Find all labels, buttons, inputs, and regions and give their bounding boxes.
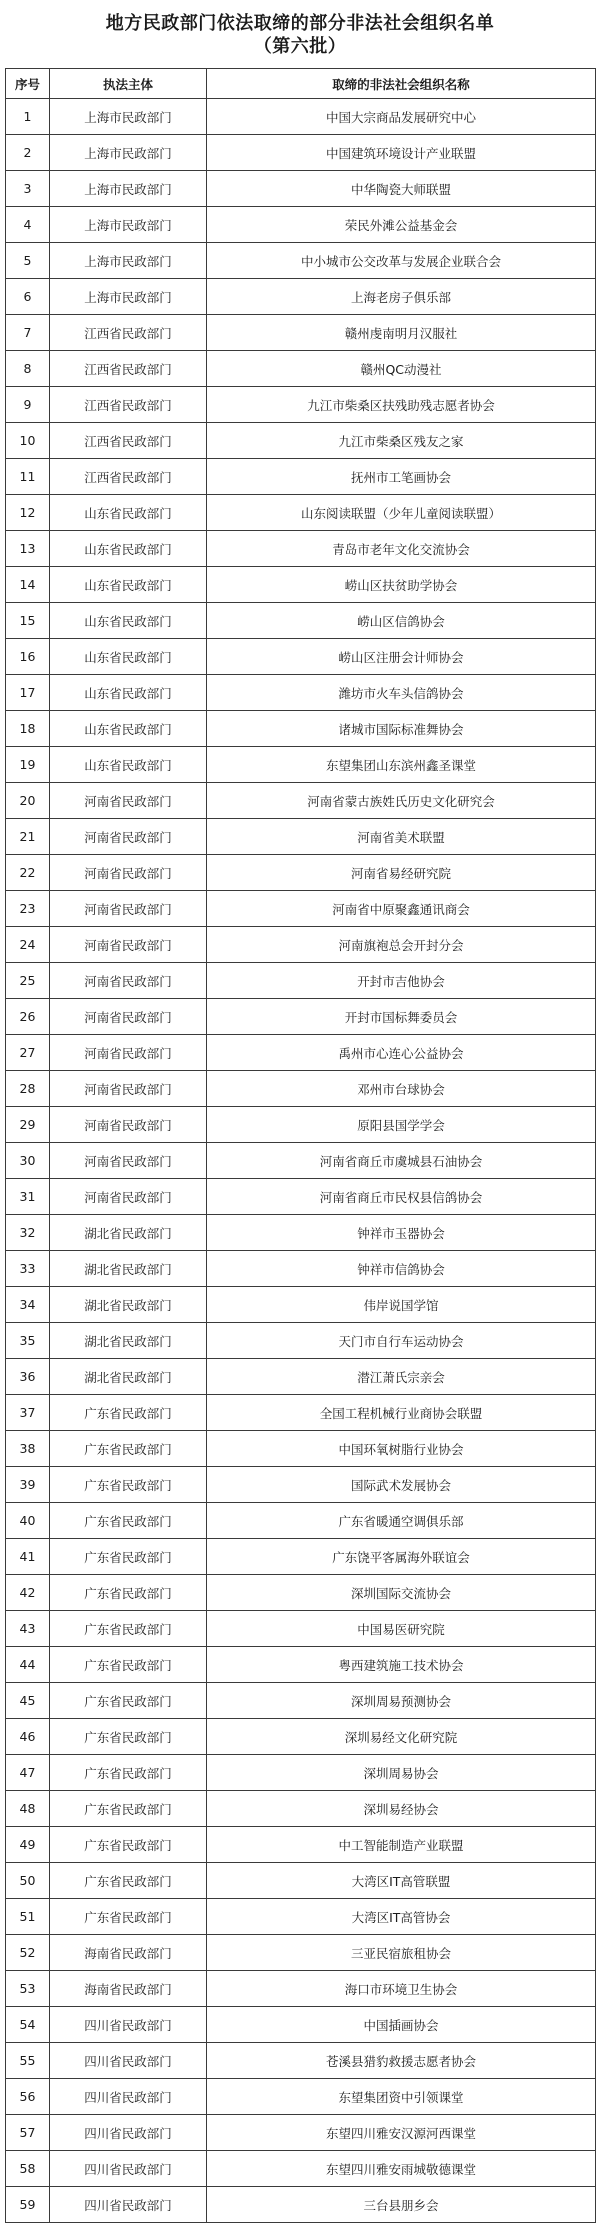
cell-serial-number: 22 <box>6 855 50 891</box>
cell-enforcement-body: 海南省民政部门 <box>50 1935 207 1971</box>
cell-serial-number: 59 <box>6 2187 50 2223</box>
cell-enforcement-body: 四川省民政部门 <box>50 2007 207 2043</box>
cell-serial-number: 56 <box>6 2079 50 2115</box>
table-row <box>6 1935 596 1971</box>
cell-enforcement-body: 山东省民政部门 <box>50 639 207 675</box>
table-row <box>6 1215 596 1251</box>
cell-organization-name: 禹州市心连心公益协会 <box>207 1035 596 1071</box>
cell-enforcement-body: 河南省民政部门 <box>50 1035 207 1071</box>
cell-enforcement-body: 广东省民政部门 <box>50 1647 207 1683</box>
cell-organization-name: 东望四川雅安汉源河西课堂 <box>207 2115 596 2151</box>
table-row <box>6 819 596 855</box>
cell-serial-number: 47 <box>6 1755 50 1791</box>
cell-enforcement-body: 山东省民政部门 <box>50 675 207 711</box>
table-row <box>6 279 596 315</box>
table-row <box>6 1719 596 1755</box>
table-row <box>6 531 596 567</box>
table-row <box>6 315 596 351</box>
table-row <box>6 2007 596 2043</box>
cell-organization-name: 赣州QC动漫社 <box>207 351 596 387</box>
cell-enforcement-body: 广东省民政部门 <box>50 1827 207 1863</box>
table-row <box>6 747 596 783</box>
cell-serial-number: 17 <box>6 675 50 711</box>
cell-organization-name: 中小城市公交改革与发展企业联合会 <box>207 243 596 279</box>
cell-enforcement-body: 四川省民政部门 <box>50 2079 207 2115</box>
table-row <box>6 1647 596 1683</box>
cell-serial-number: 18 <box>6 711 50 747</box>
cell-serial-number: 50 <box>6 1863 50 1899</box>
cell-serial-number: 53 <box>6 1971 50 2007</box>
cell-serial-number: 10 <box>6 423 50 459</box>
table-row <box>6 783 596 819</box>
table-row <box>6 603 596 639</box>
cell-enforcement-body: 上海市民政部门 <box>50 135 207 171</box>
table-row <box>6 1107 596 1143</box>
table-row <box>6 2079 596 2115</box>
cell-serial-number: 36 <box>6 1359 50 1395</box>
cell-enforcement-body: 四川省民政部门 <box>50 2187 207 2223</box>
cell-serial-number: 38 <box>6 1431 50 1467</box>
cell-serial-number: 12 <box>6 495 50 531</box>
cell-organization-name: 粤西建筑施工技术协会 <box>207 1647 596 1683</box>
cell-organization-name: 广东省暖通空调俱乐部 <box>207 1503 596 1539</box>
cell-organization-name: 苍溪县猎豹救援志愿者协会 <box>207 2043 596 2079</box>
cell-organization-name: 开封市国标舞委员会 <box>207 999 596 1035</box>
table-row <box>6 1971 596 2007</box>
cell-enforcement-body: 河南省民政部门 <box>50 855 207 891</box>
cell-enforcement-body: 海南省民政部门 <box>50 1971 207 2007</box>
cell-organization-name: 河南省中原聚鑫通讯商会 <box>207 891 596 927</box>
cell-enforcement-body: 湖北省民政部门 <box>50 1323 207 1359</box>
table-row <box>6 1683 596 1719</box>
cell-organization-name: 崂山区信鸽协会 <box>207 603 596 639</box>
cell-enforcement-body: 河南省民政部门 <box>50 1107 207 1143</box>
cell-enforcement-body: 四川省民政部门 <box>50 2043 207 2079</box>
cell-organization-name: 国际武术发展协会 <box>207 1467 596 1503</box>
table-row <box>6 2151 596 2187</box>
table-row <box>6 99 596 135</box>
cell-organization-name: 崂山区扶贫助学协会 <box>207 567 596 603</box>
table-row <box>6 207 596 243</box>
cell-organization-name: 钟祥市信鸽协会 <box>207 1251 596 1287</box>
table-row <box>6 2115 596 2151</box>
cell-serial-number: 34 <box>6 1287 50 1323</box>
cell-enforcement-body: 广东省民政部门 <box>50 1431 207 1467</box>
table-row <box>6 243 596 279</box>
cell-enforcement-body: 河南省民政部门 <box>50 891 207 927</box>
table-row <box>6 387 596 423</box>
cell-enforcement-body: 广东省民政部门 <box>50 1755 207 1791</box>
table-row <box>6 171 596 207</box>
cell-serial-number: 25 <box>6 963 50 999</box>
cell-enforcement-body: 山东省民政部门 <box>50 495 207 531</box>
cell-organization-name: 全国工程机械行业商协会联盟 <box>207 1395 596 1431</box>
cell-enforcement-body: 上海市民政部门 <box>50 171 207 207</box>
cell-serial-number: 54 <box>6 2007 50 2043</box>
cell-serial-number: 21 <box>6 819 50 855</box>
cell-organization-name: 河南省商丘市虞城县石油协会 <box>207 1143 596 1179</box>
table-row <box>6 1143 596 1179</box>
title-line-batch: （第六批） <box>253 36 347 57</box>
cell-organization-name: 九江市柴桑区残友之家 <box>207 423 596 459</box>
cell-serial-number: 16 <box>6 639 50 675</box>
cell-organization-name: 河南省蒙古族姓氏历史文化研究会 <box>207 783 596 819</box>
cell-serial-number: 15 <box>6 603 50 639</box>
table-row <box>6 567 596 603</box>
cell-enforcement-body: 河南省民政部门 <box>50 783 207 819</box>
cell-serial-number: 40 <box>6 1503 50 1539</box>
header-serial-number: 序号 <box>6 69 50 99</box>
table-row <box>6 459 596 495</box>
title-line-main: 地方民政部门依法取缔的部分非法社会组织名单 <box>105 13 495 34</box>
table-header-row <box>6 69 596 99</box>
cell-serial-number: 1 <box>6 99 50 135</box>
cell-organization-name: 天门市自行车运动协会 <box>207 1323 596 1359</box>
cell-organization-name: 原阳县国学学会 <box>207 1107 596 1143</box>
cell-serial-number: 14 <box>6 567 50 603</box>
cell-organization-name: 深圳周易预测协会 <box>207 1683 596 1719</box>
cell-serial-number: 51 <box>6 1899 50 1935</box>
cell-organization-name: 中国建筑环境设计产业联盟 <box>207 135 596 171</box>
cell-enforcement-body: 山东省民政部门 <box>50 531 207 567</box>
table-row <box>6 1071 596 1107</box>
cell-enforcement-body: 山东省民政部门 <box>50 603 207 639</box>
cell-organization-name: 东望集团山东滨州鑫圣课堂 <box>207 747 596 783</box>
cell-enforcement-body: 广东省民政部门 <box>50 1899 207 1935</box>
table-row <box>6 2043 596 2079</box>
table-row <box>6 1287 596 1323</box>
cell-enforcement-body: 山东省民政部门 <box>50 567 207 603</box>
cell-organization-name: 大湾区IT高管联盟 <box>207 1863 596 1899</box>
table-row <box>6 891 596 927</box>
cell-organization-name: 东望四川雅安雨城敬德课堂 <box>207 2151 596 2187</box>
cell-serial-number: 7 <box>6 315 50 351</box>
table-row <box>6 135 596 171</box>
cell-serial-number: 31 <box>6 1179 50 1215</box>
cell-organization-name: 山东阅读联盟（少年儿童阅读联盟） <box>207 495 596 531</box>
cell-organization-name: 诸城市国际标准舞协会 <box>207 711 596 747</box>
cell-enforcement-body: 广东省民政部门 <box>50 1467 207 1503</box>
cell-serial-number: 13 <box>6 531 50 567</box>
cell-organization-name: 三亚民宿旅租协会 <box>207 1935 596 1971</box>
cell-enforcement-body: 上海市民政部门 <box>50 243 207 279</box>
cell-enforcement-body: 江西省民政部门 <box>50 315 207 351</box>
cell-enforcement-body: 河南省民政部门 <box>50 1143 207 1179</box>
table-row <box>6 1035 596 1071</box>
cell-organization-name: 深圳易经文化研究院 <box>207 1719 596 1755</box>
cell-organization-name: 伟岸说国学馆 <box>207 1287 596 1323</box>
cell-organization-name: 上海老房子俱乐部 <box>207 279 596 315</box>
cell-organization-name: 河南省商丘市民权县信鸽协会 <box>207 1179 596 1215</box>
table-row <box>6 351 596 387</box>
table-row <box>6 1755 596 1791</box>
cell-organization-name: 中国插画协会 <box>207 2007 596 2043</box>
cell-serial-number: 23 <box>6 891 50 927</box>
cell-serial-number: 26 <box>6 999 50 1035</box>
header-enforcement-body: 执法主体 <box>50 69 207 99</box>
cell-organization-name: 钟祥市玉器协会 <box>207 1215 596 1251</box>
cell-enforcement-body: 广东省民政部门 <box>50 1611 207 1647</box>
cell-serial-number: 52 <box>6 1935 50 1971</box>
table-row <box>6 1827 596 1863</box>
table-row <box>6 1575 596 1611</box>
table-row <box>6 1431 596 1467</box>
cell-serial-number: 32 <box>6 1215 50 1251</box>
cell-organization-name: 河南旗袍总会开封分会 <box>207 927 596 963</box>
cell-enforcement-body: 广东省民政部门 <box>50 1791 207 1827</box>
cell-organization-name: 抚州市工笔画协会 <box>207 459 596 495</box>
cell-enforcement-body: 山东省民政部门 <box>50 711 207 747</box>
table-row <box>6 1539 596 1575</box>
cell-organization-name: 河南省易经研究院 <box>207 855 596 891</box>
cell-serial-number: 57 <box>6 2115 50 2151</box>
cell-organization-name: 赣州虔南明月汉服社 <box>207 315 596 351</box>
cell-enforcement-body: 四川省民政部门 <box>50 2115 207 2151</box>
cell-enforcement-body: 河南省民政部门 <box>50 819 207 855</box>
table-row <box>6 1503 596 1539</box>
organization-table <box>5 68 596 2223</box>
cell-enforcement-body: 湖北省民政部门 <box>50 1251 207 1287</box>
cell-enforcement-body: 河南省民政部门 <box>50 1179 207 1215</box>
cell-serial-number: 41 <box>6 1539 50 1575</box>
table-row <box>6 1179 596 1215</box>
table-row <box>6 1467 596 1503</box>
table-row <box>6 855 596 891</box>
cell-organization-name: 九江市柴桑区扶残助残志愿者协会 <box>207 387 596 423</box>
table-row <box>6 1791 596 1827</box>
table-row <box>6 675 596 711</box>
cell-enforcement-body: 河南省民政部门 <box>50 963 207 999</box>
cell-enforcement-body: 河南省民政部门 <box>50 1071 207 1107</box>
cell-enforcement-body: 河南省民政部门 <box>50 999 207 1035</box>
cell-enforcement-body: 广东省民政部门 <box>50 1719 207 1755</box>
cell-enforcement-body: 上海市民政部门 <box>50 99 207 135</box>
cell-organization-name: 大湾区IT高管协会 <box>207 1899 596 1935</box>
cell-enforcement-body: 广东省民政部门 <box>50 1539 207 1575</box>
cell-serial-number: 8 <box>6 351 50 387</box>
table-row <box>6 1359 596 1395</box>
table-row <box>6 639 596 675</box>
cell-enforcement-body: 四川省民政部门 <box>50 2151 207 2187</box>
cell-serial-number: 3 <box>6 171 50 207</box>
cell-organization-name: 河南省美术联盟 <box>207 819 596 855</box>
cell-serial-number: 35 <box>6 1323 50 1359</box>
cell-organization-name: 东望集团资中引领课堂 <box>207 2079 596 2115</box>
cell-serial-number: 24 <box>6 927 50 963</box>
table-row <box>6 1323 596 1359</box>
cell-organization-name: 中国环氧树脂行业协会 <box>207 1431 596 1467</box>
cell-organization-name: 三台县朋乡会 <box>207 2187 596 2223</box>
document-title <box>0 0 600 56</box>
cell-serial-number: 55 <box>6 2043 50 2079</box>
cell-enforcement-body: 广东省民政部门 <box>50 1395 207 1431</box>
cell-enforcement-body: 广东省民政部门 <box>50 1503 207 1539</box>
cell-enforcement-body: 湖北省民政部门 <box>50 1215 207 1251</box>
cell-serial-number: 33 <box>6 1251 50 1287</box>
cell-serial-number: 19 <box>6 747 50 783</box>
cell-organization-name: 深圳国际交流协会 <box>207 1575 596 1611</box>
table-row <box>6 495 596 531</box>
cell-serial-number: 39 <box>6 1467 50 1503</box>
cell-enforcement-body: 江西省民政部门 <box>50 423 207 459</box>
cell-organization-name: 崂山区注册会计师协会 <box>207 639 596 675</box>
cell-organization-name: 中华陶瓷大师联盟 <box>207 171 596 207</box>
table-body <box>6 99 596 2223</box>
table-row <box>6 2187 596 2223</box>
cell-serial-number: 46 <box>6 1719 50 1755</box>
cell-enforcement-body: 上海市民政部门 <box>50 279 207 315</box>
cell-serial-number: 29 <box>6 1107 50 1143</box>
cell-enforcement-body: 湖北省民政部门 <box>50 1287 207 1323</box>
table-row <box>6 1863 596 1899</box>
cell-serial-number: 44 <box>6 1647 50 1683</box>
cell-enforcement-body: 广东省民政部门 <box>50 1575 207 1611</box>
cell-serial-number: 45 <box>6 1683 50 1719</box>
cell-serial-number: 37 <box>6 1395 50 1431</box>
cell-serial-number: 43 <box>6 1611 50 1647</box>
cell-organization-name: 潍坊市火车头信鸽协会 <box>207 675 596 711</box>
cell-serial-number: 48 <box>6 1791 50 1827</box>
cell-organization-name: 荣民外滩公益基金会 <box>207 207 596 243</box>
cell-enforcement-body: 河南省民政部门 <box>50 927 207 963</box>
cell-serial-number: 4 <box>6 207 50 243</box>
cell-serial-number: 28 <box>6 1071 50 1107</box>
cell-enforcement-body: 广东省民政部门 <box>50 1863 207 1899</box>
table-row <box>6 711 596 747</box>
cell-serial-number: 49 <box>6 1827 50 1863</box>
table-row <box>6 423 596 459</box>
cell-serial-number: 58 <box>6 2151 50 2187</box>
cell-serial-number: 11 <box>6 459 50 495</box>
cell-serial-number: 30 <box>6 1143 50 1179</box>
cell-serial-number: 27 <box>6 1035 50 1071</box>
table-row <box>6 1899 596 1935</box>
cell-enforcement-body: 江西省民政部门 <box>50 459 207 495</box>
cell-serial-number: 9 <box>6 387 50 423</box>
cell-serial-number: 6 <box>6 279 50 315</box>
table-row <box>6 1611 596 1647</box>
cell-enforcement-body: 湖北省民政部门 <box>50 1359 207 1395</box>
table-row <box>6 999 596 1035</box>
table-row <box>6 1395 596 1431</box>
table-row <box>6 927 596 963</box>
cell-serial-number: 42 <box>6 1575 50 1611</box>
cell-organization-name: 邓州市台球协会 <box>207 1071 596 1107</box>
cell-organization-name: 潜江萧氏宗亲会 <box>207 1359 596 1395</box>
cell-enforcement-body: 山东省民政部门 <box>50 747 207 783</box>
cell-organization-name: 海口市环境卫生协会 <box>207 1971 596 2007</box>
cell-organization-name: 青岛市老年文化交流协会 <box>207 531 596 567</box>
header-organization-name: 取缔的非法社会组织名称 <box>207 69 596 99</box>
table-row <box>6 1251 596 1287</box>
cell-enforcement-body: 江西省民政部门 <box>50 387 207 423</box>
cell-organization-name: 深圳周易协会 <box>207 1755 596 1791</box>
table-row <box>6 963 596 999</box>
cell-enforcement-body: 上海市民政部门 <box>50 207 207 243</box>
cell-organization-name: 中国易医研究院 <box>207 1611 596 1647</box>
cell-organization-name: 深圳易经协会 <box>207 1791 596 1827</box>
cell-organization-name: 广东饶平客属海外联谊会 <box>207 1539 596 1575</box>
cell-serial-number: 5 <box>6 243 50 279</box>
cell-enforcement-body: 广东省民政部门 <box>50 1683 207 1719</box>
cell-organization-name: 中工智能制造产业联盟 <box>207 1827 596 1863</box>
cell-enforcement-body: 江西省民政部门 <box>50 351 207 387</box>
cell-serial-number: 2 <box>6 135 50 171</box>
cell-serial-number: 20 <box>6 783 50 819</box>
cell-organization-name: 中国大宗商品发展研究中心 <box>207 99 596 135</box>
cell-organization-name: 开封市吉他协会 <box>207 963 596 999</box>
